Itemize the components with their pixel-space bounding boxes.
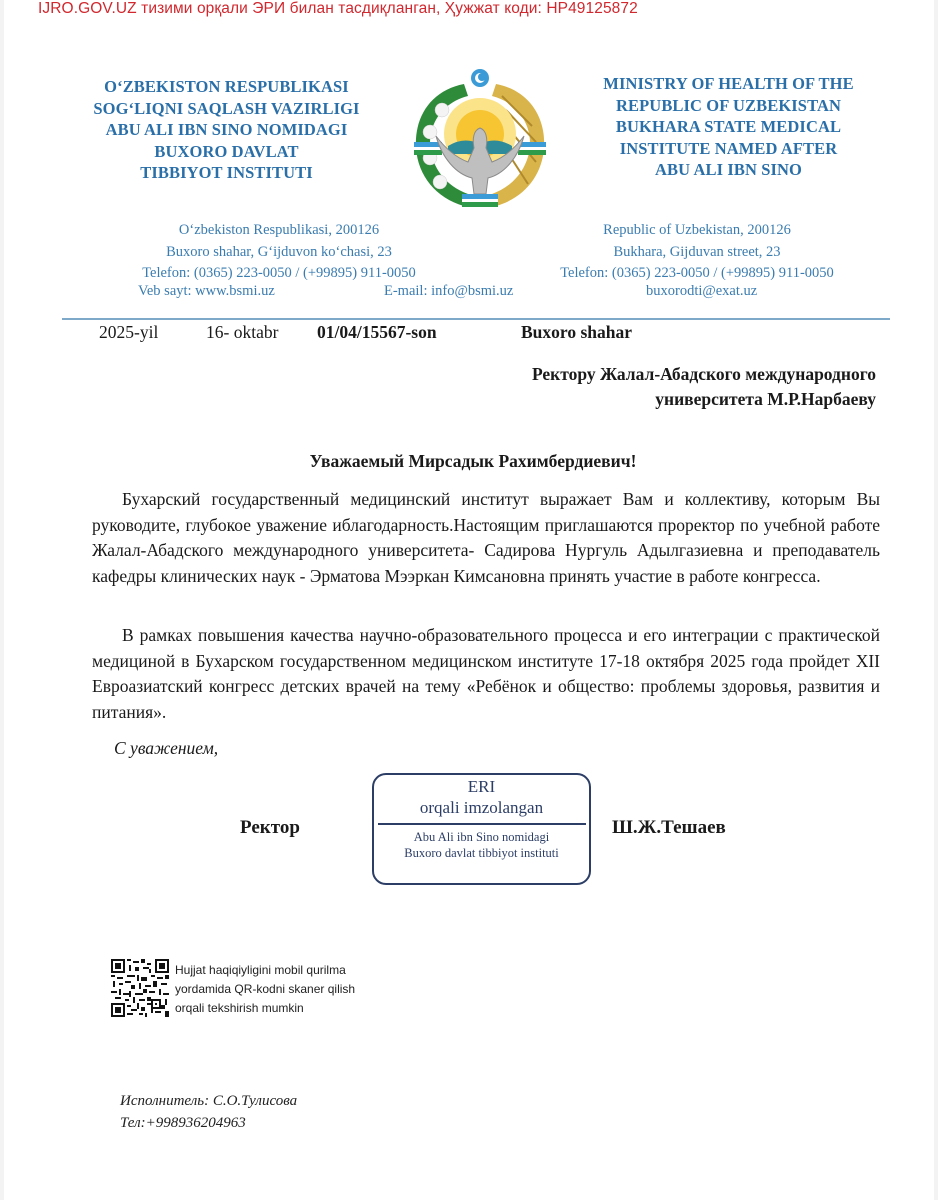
phone-line: Telefon: (0365) 223-0050 / (+99895) 911-0050	[142, 265, 416, 282]
stamp-subtitle: orqali imzolangan	[419, 798, 544, 817]
address-line: Buxoro shahar, G‘ijduvon ko‘chasi, 23	[166, 243, 392, 260]
letterhead-line: O‘ZBEKISTON RESPUBLIKASI	[104, 77, 349, 96]
letterhead-line: TIBBIYOT INSTITUTI	[140, 163, 313, 183]
address-en	[502, 220, 892, 285]
salutation: Уважаемый Мирсадык Рахимбердиевич!	[309, 451, 637, 471]
qr-note-line: yordamida QR-kodni skaner qilish	[175, 982, 356, 996]
verification-banner: IJRO.GOV.UZ тизими орқали ЭРИ билан тасдиқланган, Ҳужжат коди: НР49125872	[38, 0, 638, 17]
address-line: Republic of Uzbekistan, 200126	[603, 222, 791, 238]
qr-code-icon[interactable]	[111, 959, 169, 1017]
e-signature-stamp	[372, 773, 591, 885]
address-uz	[64, 220, 494, 285]
qr-note-line: Hujjat haqiqiyligini mobil qurilma	[175, 963, 346, 977]
exat-email-link[interactable]: buxorodti@exat.uz	[646, 283, 758, 299]
qr-note-line: orqali tekshirish mumkin	[175, 1001, 304, 1015]
reg-date: 16- oktabr	[206, 322, 279, 342]
qr-verification-note	[175, 961, 355, 1018]
addressee-line: Ректору Жалал-Абадского международного	[531, 364, 876, 384]
letterhead-line: REPUBLIC OF UZBEKISTAN	[616, 95, 841, 115]
addressee-line: университета М.Р.Нарбаеву	[655, 389, 876, 409]
document-page	[4, 0, 934, 1200]
reg-year: 2025-yil	[99, 322, 159, 342]
letterhead-line: ABU ALI IBN SINO	[655, 160, 802, 180]
body-paragraph-1: Бухарский государственный медицинский институт выражает Вам и коллективу, которым Вы руководите, глубокое уважение иблагодарность.Настоящим приглашаются проректор по учебной работе Жалал-Абадского международного университета- Садирова Нургуль Адылгазиевна и преподаватель кафедры клинических наук - Эрматова Мээркан Кимсановна принять участие в работе конгресса.	[92, 489, 880, 586]
stamp-org-line: Buxoro davlat tibbiyot instituti	[404, 845, 559, 860]
letterhead-line: INSTITUTE NAMED AFTER	[619, 138, 838, 158]
header-divider	[62, 318, 890, 320]
letterhead-title-en	[556, 73, 901, 181]
signatory-role: Ректор	[240, 817, 300, 838]
address-line: Bukhara, Gijduvan street, 23	[613, 243, 781, 260]
reg-number: 01/04/15567-son	[317, 322, 437, 342]
body-paragraph-2: В рамках повышения качества научно-образовательного процесса и его интеграции с практической медициной в Бухарском государственном медицинском институте 17-18 октября 2025 года пройдет XII Евроазиатский конгресс детских врачей на тему «Ребёнок и общество: проблемы здоровья, развития и питания».	[92, 625, 880, 722]
executor-info	[120, 1090, 297, 1134]
executor-name: Исполнитель: С.О.Тулисова	[120, 1093, 298, 1109]
stamp-divider	[378, 823, 586, 825]
letterhead-line: BUXORO DAVLAT	[154, 141, 299, 161]
reg-city: Buxoro shahar	[521, 322, 633, 342]
letterhead-line: ABU ALI IBN SINO NOMIDAGI	[105, 120, 348, 140]
closing: С уважением,	[114, 738, 219, 758]
address-line: O‘zbekiston Respublikasi, 200126	[178, 222, 380, 238]
email-link[interactable]: E-mail: info@bsmi.uz	[384, 283, 514, 299]
addressee	[532, 362, 876, 412]
letterhead-line: MINISTRY OF HEALTH OF THE	[603, 74, 854, 93]
uzbekistan-state-emblem-icon	[402, 66, 558, 216]
website-link[interactable]: Veb sayt: www.bsmi.uz	[138, 283, 275, 299]
stamp-org-line: Abu Ali ibn Sino nomidagi	[413, 829, 550, 844]
letterhead-line: BUKHARA STATE MEDICAL	[615, 117, 842, 137]
executor-phone: Тел:+998936204963	[120, 1115, 246, 1131]
phone-line: Telefon: (0365) 223-0050 / (+99895) 911-0050	[560, 265, 834, 282]
stamp-title: ERI	[467, 777, 496, 796]
letterhead-line: SOG‘LIQNI SAQLASH VAZIRLIGI	[93, 98, 360, 118]
signatory-name: Ш.Ж.Тешаев	[612, 817, 726, 838]
letterhead-title-uz	[44, 76, 409, 184]
